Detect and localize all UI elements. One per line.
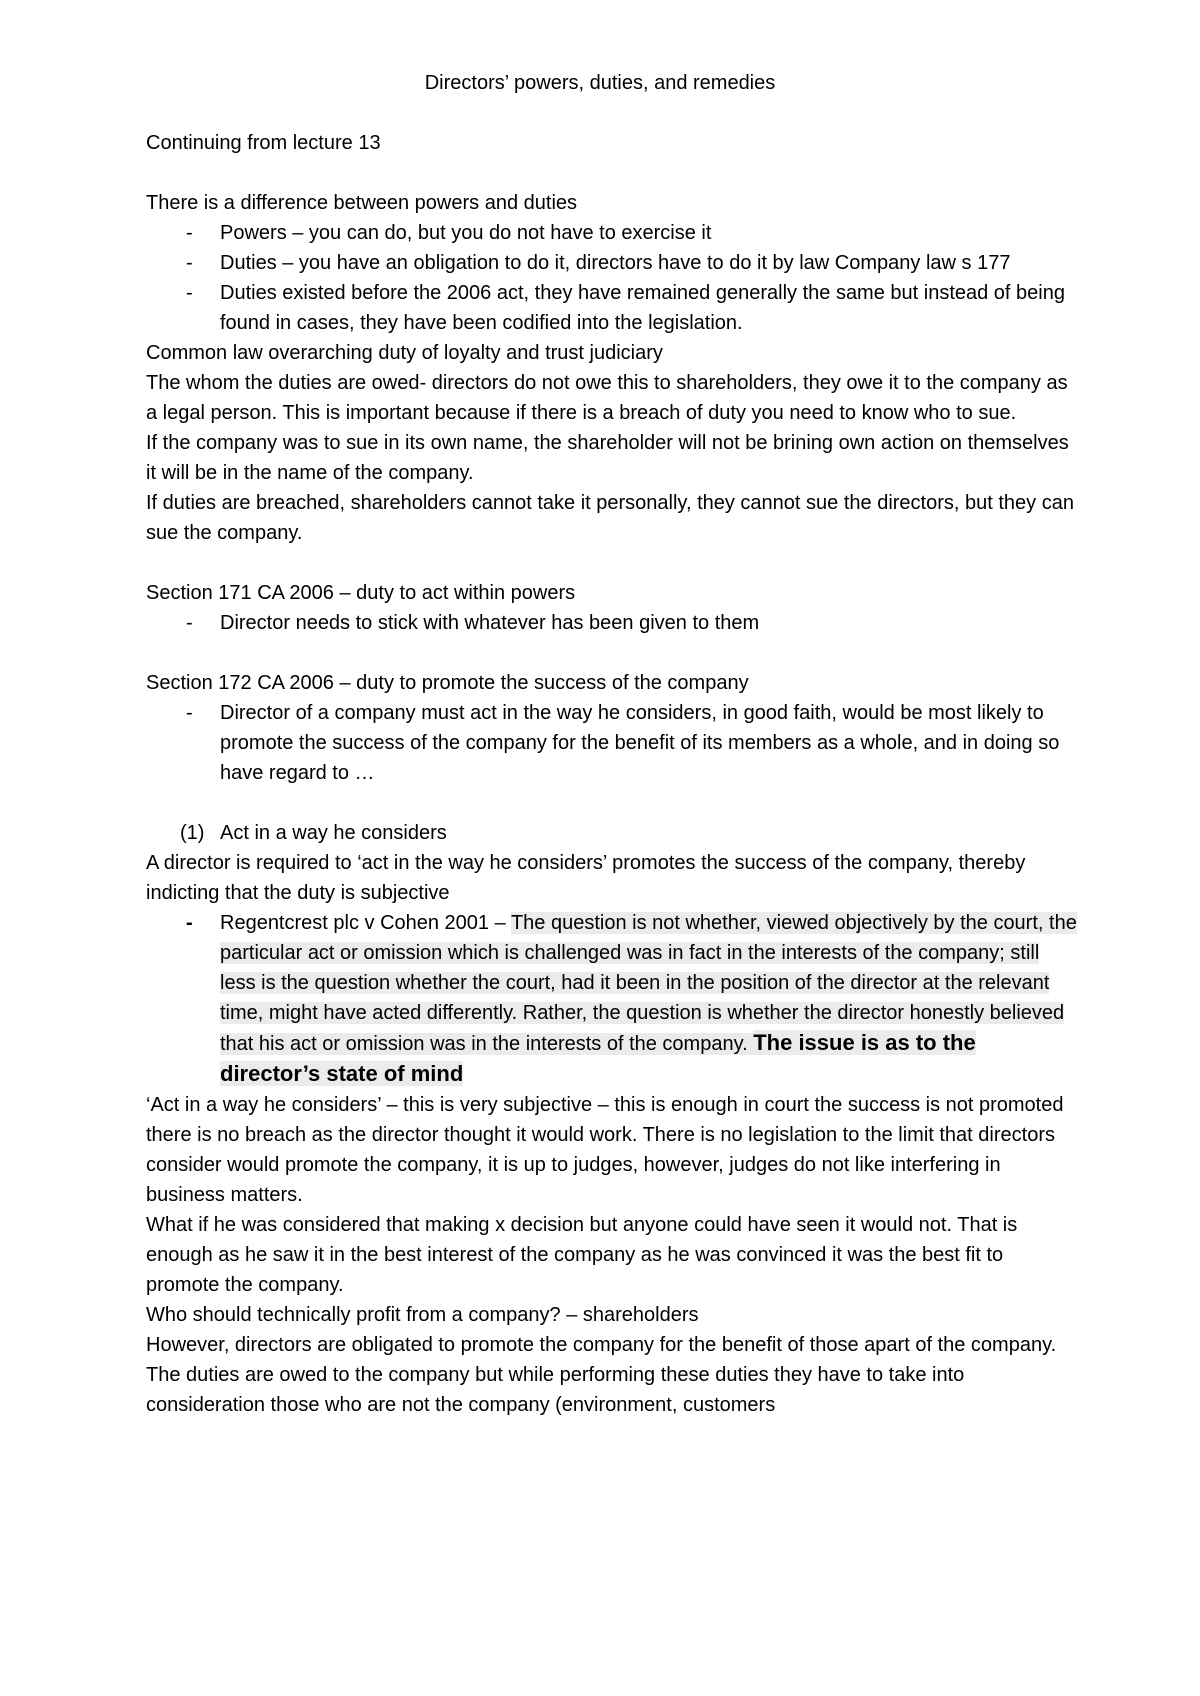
dash-marker: - <box>186 612 193 634</box>
point-label: Act in a way he considers <box>220 822 447 844</box>
dash-marker: - <box>186 912 193 934</box>
dash-marker: - <box>186 702 193 724</box>
spacer <box>146 548 1080 578</box>
document-title: Directors’ powers, duties, and remedies <box>424 72 776 94</box>
list-item-text: Powers – you can do, but you do not have to exercise it <box>220 222 712 244</box>
case-emphasis: The issue is as to the director’s state of mind <box>220 1030 976 1086</box>
paragraph: If duties are breached, shareholders cannot take it personally, they cannot sue the directors, but they can sue the company. <box>146 492 1074 544</box>
paragraph: What if he was considered that making x decision but anyone could have seen it would not. That is enough as he saw it in the best interest of the company as he was convinced it was the best fit to promote the company. <box>146 1214 1018 1296</box>
list-item <box>146 608 1080 638</box>
paragraph: Common law overarching duty of loyalty and trust judiciary <box>146 342 663 364</box>
intro-line: Continuing from lecture 13 <box>146 132 381 154</box>
section-172-heading: Section 172 CA 2006 – duty to promote the success of the company <box>146 672 749 694</box>
dash-marker: - <box>186 252 193 274</box>
dash-marker: - <box>186 222 193 244</box>
spacer <box>146 158 1080 188</box>
list-item <box>146 248 1080 278</box>
powers-duties-list <box>146 218 1080 338</box>
list-item-text: Director needs to stick with whatever has been given to them <box>220 612 760 634</box>
list-item <box>146 218 1080 248</box>
list-item <box>146 698 1080 788</box>
list-item <box>146 278 1080 338</box>
paragraph: If the company was to sue in its own name, the shareholder will not be brining own action on themselves it will be in the name of the company. <box>146 432 1069 484</box>
list-item-text: Director of a company must act in the way he considers, in good faith, would be most likely to promote the success of the company for the benefit of its members as a whole, and in doing so have regard to … <box>220 702 1060 784</box>
list-item-text: Duties – you have an obligation to do it, directors have to do it by law Company law s 177 <box>220 252 1011 274</box>
point-number: (1) <box>180 822 205 844</box>
section-172-list <box>146 698 1080 788</box>
paragraph: The whom the duties are owed- directors do not owe this to shareholders, they owe it to the company as a legal person. This is important because if there is a breach of duty you need to know who to sue. <box>146 372 1068 424</box>
paragraph: However, directors are obligated to promote the company for the benefit of those apart of the company. The duties are owed to the company but while performing these duties they have to take into consideration those who are not the company (environment, customers <box>146 1334 1057 1416</box>
case-name: Regentcrest plc v Cohen 2001 – <box>220 912 511 934</box>
section-171-heading: Section 171 CA 2006 – duty to act within powers <box>146 582 576 604</box>
paragraph: A director is required to ‘act in the way he considers’ promotes the success of the company, thereby indicting that the duty is subjective <box>146 852 1026 904</box>
list-item-text: Duties existed before the 2006 act, they have remained generally the same but instead of being found in cases, they have been codified into the legislation. <box>220 282 1065 334</box>
powers-duties-heading: There is a difference between powers and duties <box>146 192 578 214</box>
case-quote: The question is not whether, viewed objectively by the court, the particular act or omission which is challenged was in fact in the interests of the company; still less is the question whether the court, had it been in the position of the director at the relevant time, might have acted differently. Rather, the question is whether the director honestly believed that his act or omission was in the interests of the company. <box>220 912 1077 1055</box>
case-list <box>146 908 1080 1090</box>
section-171-list <box>146 608 1080 638</box>
paragraph: Who should technically profit from a company? – shareholders <box>146 1304 699 1326</box>
paragraph: ‘Act in a way he considers’ – this is very subjective – this is enough in court the success is not promoted there is no breach as the director thought it would work. There is no legislation to the limit that directors consider would promote the company, it is up to judges, however, judges do not like interfering in business matters. <box>146 1094 1064 1206</box>
numbered-point <box>146 818 1080 848</box>
dash-marker: - <box>186 282 193 304</box>
spacer <box>146 788 1080 818</box>
list-item <box>146 908 1080 1090</box>
spacer <box>146 638 1080 668</box>
